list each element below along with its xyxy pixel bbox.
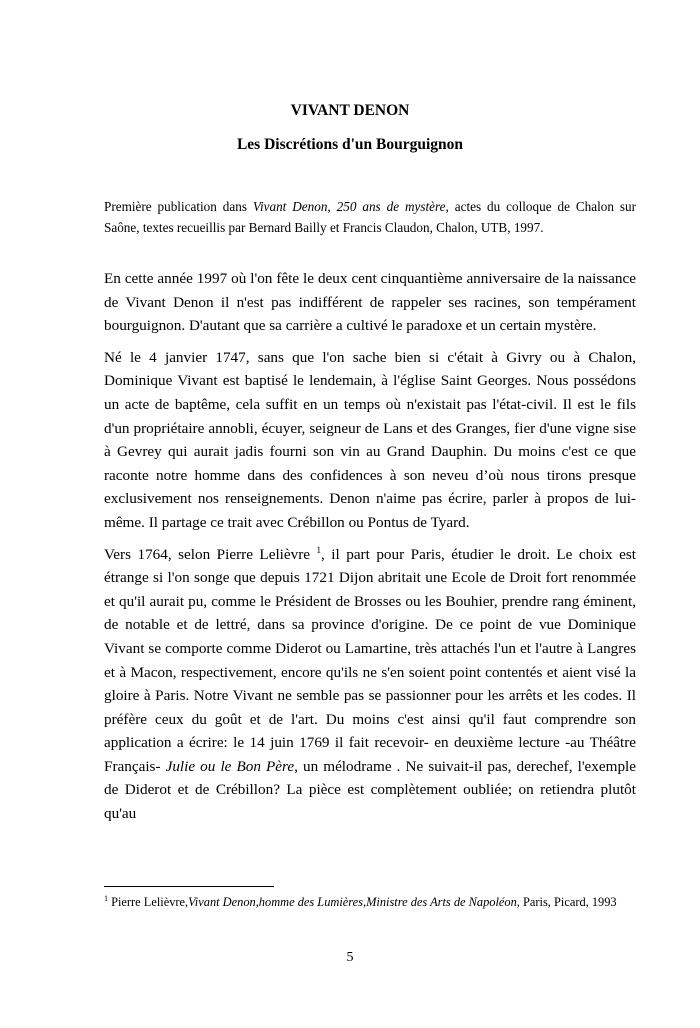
paragraph-3-part-c: , un mélodrame . Ne suivait-il pas, derechef, l'exemple de Diderot et de Crébillon? La pièce est complètement oubliée; on retiendra plutôt qu'au <box>104 757 637 823</box>
play-title: Julie ou le Bon Père <box>165 757 295 775</box>
publication-note <box>104 196 636 238</box>
footnote-author: Pierre Lelièvre, <box>108 895 189 909</box>
footnote-separator <box>104 886 274 887</box>
page-number: 5 <box>346 950 354 965</box>
paragraph-2: Né le 4 janvier 1747, sans que l'on sache bien si c'était à Givry ou à Chalon, Dominique Vivant est baptisé le lendemain, à l'église Saint Georges. Nous possédons un acte de baptême, cela suffit en un temps où n'existait pas l'état-civil. Il est le fils d'un propriétaire annobli, écuyer, seigneur de Lans et des Granges, fier d'une vigne sise à Gevrey qui aurait jadis fourni son vin au Grand Dauphin. Du moins c'est ce que raconte notre homme dans des confidences à son neveu d’où nous tirons presque exclusivement nos renseignements. Denon n'aime pas écrire, parler à propos de lui-même. Il partage ce trait avec Crébillon ou Pontus de Tyard. <box>104 348 636 531</box>
document-subtitle: Les Discrétions d'un Bourguignon <box>236 136 464 153</box>
paragraph-3-part-a: Vers 1764, selon Pierre Lelièvre <box>104 545 317 563</box>
paragraph-3-part-b: , il part pour Paris, étudier le droit. Le choix est étrange si l'on songe que depuis 1721 Dijon abritait une Ecole de Droit fort renommée et qu'il aurait pu, comme le Président de Brosses ou les Bouhier, prendre rang éminent, de notable et de lettré, dans sa province d'origine. De ce point de vue Dominique Vivant se comporte comme Diderot ou Lamartine, très attachés l'un et l'autre à Langres et à Macon, respectivement, encore qu'ils ne s'en soient point contentés et aient visé la gloire à Paris. Notre Vivant ne semble pas se passionner pour les arrêts et les codes. Il préfère ceux du goût et de l'art. Du moins c'est ainsi qu'il faut comprendre son application a écrire: le 14 juin 1769 il fait recevoir- en deuxième lecture -au Théâtre Français- <box>104 545 636 775</box>
paragraph-1: En cette année 1997 où l'on fête le deux cent cinquantième anniversaire de la naissance de Vivant Denon il n'est pas indifférent de rappeler ses racines, son tempérament bourguignon. D'autant que sa carrière a cultivé le paradoxe et un certain mystère. <box>104 270 636 335</box>
footnote-title: Vivant Denon,homme des Lumières,Ministre des Arts de Napoléon, <box>188 895 520 909</box>
footnote-reference[interactable]: 1 <box>316 544 322 555</box>
document-title: VIVANT DENON <box>290 102 410 119</box>
paragraph-3 <box>104 543 636 826</box>
body-text <box>104 267 636 834</box>
footnote <box>104 893 636 911</box>
publication-suffix: actes du colloque de Chalon sur Saône, textes recueillis par Bernard Bailly et Francis Claudon, Chalon, UTB, 1997. <box>104 199 636 235</box>
footnote-rest: Paris, Picard, 1993 <box>519 895 617 909</box>
publication-book-title: Vivant Denon, 250 ans de mystère, <box>252 199 449 214</box>
footnote-number: 1 <box>104 894 108 903</box>
publication-prefix: Première publication dans <box>104 199 253 214</box>
